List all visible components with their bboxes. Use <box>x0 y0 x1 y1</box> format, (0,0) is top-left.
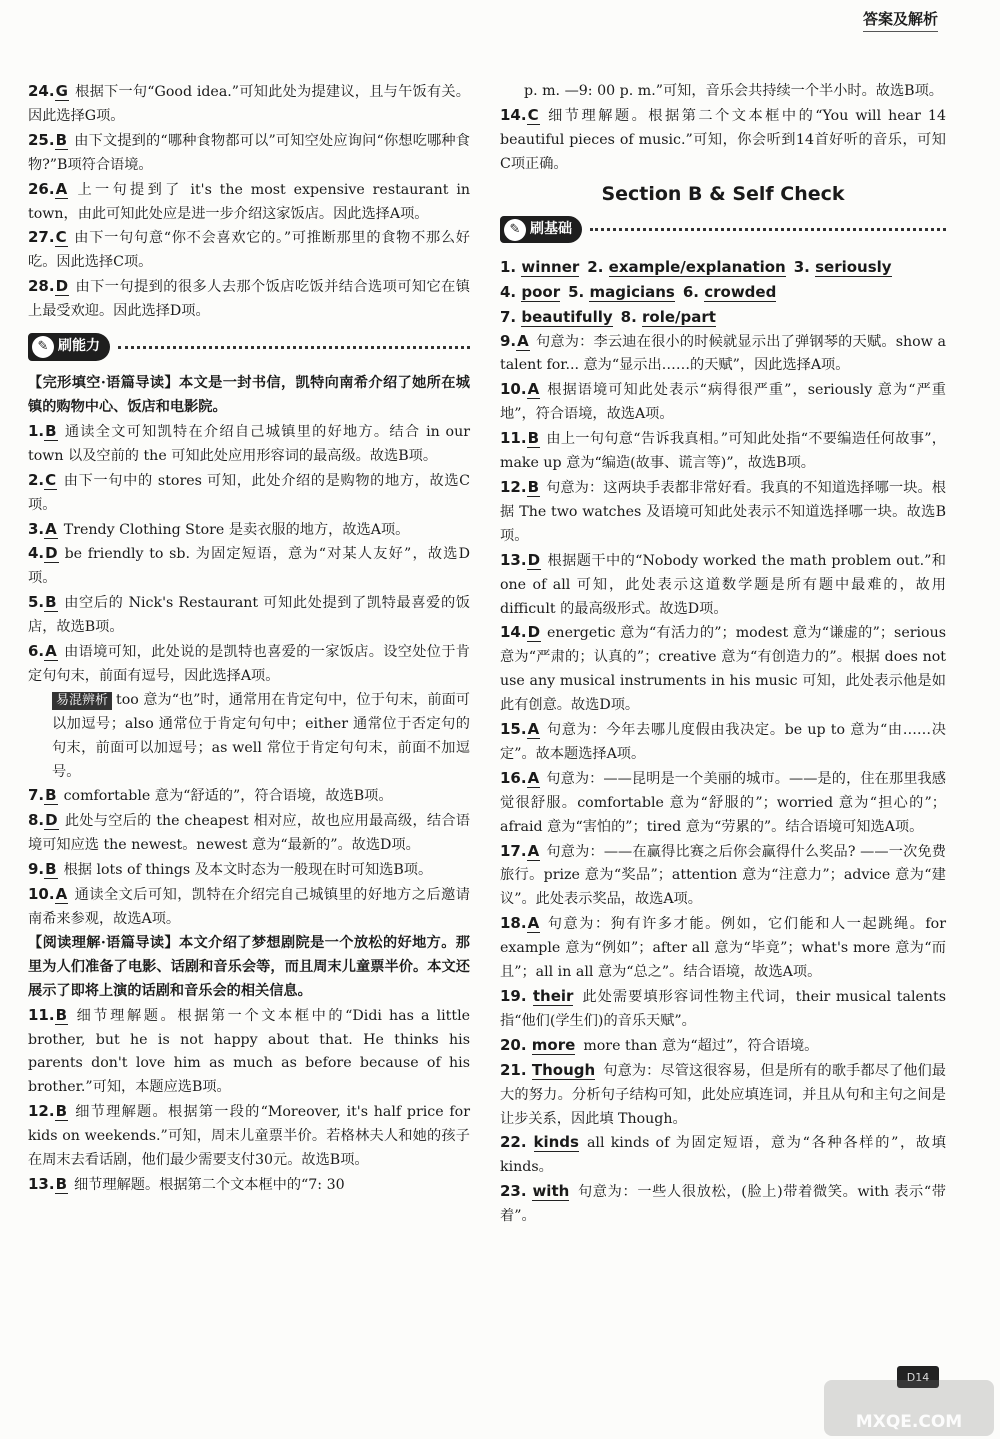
item-answer: C <box>55 228 67 247</box>
item-number: 16. <box>500 768 527 787</box>
answer-item <box>28 1173 470 1198</box>
answer-item <box>500 840 946 913</box>
item-explanation: 句意为：——在赢得比赛之后你会赢得什么奖品? ——一次免费旅行。prize 意为“奖品”；attention 意为“注意力”；advice 意为“建议”。此处表示奖品，故选A项。 <box>500 843 946 908</box>
item-explanation: all kinds of 为固定短语，意为“各种各样的”，故填 kinds。 <box>500 1135 946 1176</box>
item-explanation: 由下文提到的“哪种食物都可以”可知空处应询问“你想吃哪种食物?”B项符合语境。 <box>28 132 470 173</box>
item-number: 4. <box>28 544 45 563</box>
answer-item <box>28 542 470 591</box>
item-answer: D <box>45 811 58 830</box>
item-number: 2. <box>587 257 609 276</box>
item-number: 13. <box>500 550 527 569</box>
item-number: 7. <box>28 786 45 805</box>
pen-icon: ✎ <box>32 336 54 358</box>
item-number: 22. <box>500 1133 534 1152</box>
item-answer: A <box>527 914 540 933</box>
item-answer: A <box>45 519 57 538</box>
item-number: 6. <box>28 642 45 661</box>
item-explanation: 根据语境可知此处表示“病得很严重”，seriously 意为“严重地”，符合语境，故选A项。 <box>500 382 946 423</box>
item-answer: A <box>55 885 68 904</box>
item-answer: B <box>45 786 57 805</box>
item-number: 27. <box>28 228 55 247</box>
answer-item <box>500 912 946 985</box>
item-number: 24. <box>28 82 55 100</box>
item-number: 23. <box>500 1182 533 1201</box>
item-answer: B <box>45 860 57 879</box>
item-number: 6. <box>682 282 705 301</box>
item-explanation: 此处与空后的 the cheapest 相对应，故也应用最高级，结合语境可知应选 the newest。newest 意为“最新的”。故选D项。 <box>28 813 470 854</box>
item-number: 11. <box>28 1005 55 1024</box>
answer-item <box>500 378 946 427</box>
item-answer: C <box>527 105 539 124</box>
item-number: 3. <box>793 257 816 276</box>
item-number: 8. <box>620 307 643 326</box>
fill-row <box>500 255 946 280</box>
fill-answer: Though <box>531 1060 596 1079</box>
word-answer-item <box>500 1059 946 1132</box>
answer-item <box>28 80 470 129</box>
item-answer: G <box>55 82 68 100</box>
item-answer: A <box>55 179 68 198</box>
item-answer: C <box>45 470 57 489</box>
item-number: 7. <box>500 307 522 326</box>
item-answer: B <box>55 1174 68 1193</box>
answer-item <box>500 549 946 622</box>
item-answer: A <box>527 380 540 399</box>
item-number: 2. <box>28 470 45 489</box>
fill-answer: crowded <box>704 282 777 301</box>
answer-item <box>28 784 470 809</box>
item-explanation: 由下一句提到的很多人去那个饭店吃饭并结合选项可知它在镇上最受欢迎。因此选择D项。 <box>28 279 470 320</box>
item-explanation: 句意为：这两块手表都非常好看。我真的不知道选择哪一块。根据 The two watches 及语境可知此处表示不知道选择哪一块。故选B项。 <box>500 479 946 544</box>
answer-item <box>500 767 946 840</box>
item-explanation: 句意为：尽管这很容易，但是所有的歌手都尽了他们最大的努力。分析句子结构可知，此处应填连词，并且从句和主句之间是让步关系，因此填 Though。 <box>500 1062 946 1127</box>
item-explanation: Trendy Clothing Store 是卖衣服的地方，故选A项。 <box>63 521 410 538</box>
item-explanation: be friendly to sb. 为固定短语，意为“对某人友好”，故选D项。 <box>28 546 470 587</box>
item-explanation: comfortable 意为“舒适的”，符合语境，故选B项。 <box>63 788 393 805</box>
item-answer: D <box>527 550 541 569</box>
item-number: 5. <box>568 282 590 301</box>
answer-item <box>500 427 946 476</box>
word-answer-item <box>500 1131 946 1180</box>
item-number: 14. <box>500 105 527 124</box>
fill-answer: poor <box>521 282 561 301</box>
item-explanation: 由上一句句意“告诉我真相。”可知此处指“不要编造任何故事”，make up 意为“编造(故事、谎言等)”，故选B项。 <box>500 431 946 472</box>
fill-answer: with <box>532 1182 570 1201</box>
item-number: 5. <box>28 593 45 612</box>
item-answer: B <box>55 1005 68 1024</box>
fill-row <box>500 280 946 305</box>
item-answer: D <box>45 544 58 563</box>
item-number: 21. <box>500 1060 532 1079</box>
item-number: 1. <box>28 421 45 440</box>
item-answer: B <box>527 429 540 448</box>
page-header: 答案及解析 <box>863 8 938 32</box>
confusion-tag: 易混辨析 <box>52 692 112 710</box>
answer-item <box>28 858 470 883</box>
item-number: 8. <box>28 811 45 830</box>
item-number: 14. <box>500 623 527 642</box>
item-explanation: 通读全文后可知，凯特在介绍完自己城镇里的好地方之后邀请南希来参观，故选A项。 <box>28 887 470 927</box>
item-explanation: 细节理解题。根据第一段的“Moreover, it's half price for kids on weekends.”可知，周末儿童票半价。若格林夫人和她的孩子在周末去看话剧，他们最少需要支付30元。故选B项。 <box>28 1104 470 1169</box>
item-number: 9. <box>28 860 45 879</box>
item-explanation: more than 意为“超过”，符合语境。 <box>583 1037 819 1054</box>
word-answer-item <box>500 985 946 1034</box>
item-answer: B <box>527 477 540 496</box>
item-explanation: 通读全文可知凯特在介绍自己城镇里的好地方。结合 in our town 以及空前的 the 可知此处应用形容词的最高级。故选B项。 <box>28 423 470 464</box>
banner-basics: ✎ 刷基础 <box>500 215 946 245</box>
item-number: 17. <box>500 841 527 860</box>
fill-answer: kinds <box>533 1133 579 1152</box>
item-explanation: p. m. —9: 00 p. m.”可知，音乐会共持续一个半小时。故选B项。 <box>524 83 943 99</box>
confusion-note: 易混辨析 too 意为“也”时，通常用在肯定句中，位于句末，前面可以加逗号；also 通常位于肯定句句中；either 通常位于否定句的句末，前面可以加逗号；as well 常位于肯定句句末，前面不加逗号。 <box>52 691 470 780</box>
item-explanation: 由下一句句意“你不会喜欢它的。”可推断那里的食物不那么好吃。因此选择C项。 <box>28 230 470 271</box>
answer-item <box>500 80 946 104</box>
item-explanation: 句意为：李云迪在很小的时候就显示出了弹钢琴的天赋。show a talent for... 意为“显示出……的天赋”，因此选择A项。 <box>500 333 946 374</box>
item-number: 4. <box>500 282 522 301</box>
item-answer: B <box>45 593 57 612</box>
answer-item <box>28 129 470 178</box>
answer-item <box>28 178 470 227</box>
item-explanation: 根据题干中的“Nobody worked the math problem out.”和 one of all 可知，此处表示这道数学题是所有题中最难的，故用 difficult 的最高级形式。故选D项。 <box>500 552 946 617</box>
item-answer: B <box>55 1102 68 1121</box>
item-answer: D <box>527 623 541 642</box>
left-column <box>28 80 470 1198</box>
fill-answer: their <box>532 987 574 1005</box>
item-explanation: 根据下一句“Good idea.”可知此处为提建议，且与午饭有关。因此选择G项。 <box>28 84 470 124</box>
answer-item <box>28 640 470 689</box>
answer-item <box>28 469 470 518</box>
answer-item <box>28 1004 470 1101</box>
fill-answer: magicians <box>589 282 675 301</box>
item-explanation: 细节理解题。根据第二个文本框中的“You will hear 14 beautiful pieces of music.”可知，你会听到14首好听的音乐，可知C项正确。 <box>500 107 946 172</box>
fill-answer: example/explanation <box>608 257 786 276</box>
item-number: 13. <box>28 1174 55 1193</box>
item-number: 9. <box>500 331 517 350</box>
item-number: 18. <box>500 914 527 933</box>
item-explanation: 由下一句中的 stores 可知，此处介绍的是购物的地方，故选C项。 <box>28 472 470 513</box>
answer-item <box>28 1100 470 1173</box>
answer-item <box>500 330 946 379</box>
fill-answer: beautifully <box>521 307 613 326</box>
answer-item <box>28 591 470 640</box>
answer-item <box>28 226 470 275</box>
item-number: 20. <box>500 1035 532 1054</box>
fill-answer: more <box>531 1035 576 1054</box>
banner-ability: ✎ 刷能力 <box>28 332 470 362</box>
item-answer: B <box>55 130 68 149</box>
item-number: 28. <box>28 277 55 296</box>
word-answer-item <box>500 1180 946 1229</box>
right-column <box>500 80 946 1229</box>
item-explanation: 细节理解题。根据第一个文本框中的“Didi has a little brother, but he is not happy about that. He thinks his parents don't love him as much as before because of his brother.”可知，本题应选B项。 <box>28 1007 470 1096</box>
item-number: 10. <box>28 885 55 904</box>
item-explanation: 此处需要填形容词性物主代词，their musical talents 指“他们(学生们)的音乐天赋”。 <box>500 989 946 1029</box>
item-number: 10. <box>500 380 527 399</box>
item-number: 1. <box>500 257 522 276</box>
item-explanation: energetic 意为“有活力的”；modest 意为“谦虚的”；serious 意为“严肃的；认真的”；creative 意为“有创造力的”。根据 does not use any musical instruments in his music 可知，此处表示他是如此有创意。故选D项。 <box>500 625 946 714</box>
item-number: 11. <box>500 429 527 448</box>
pen-icon: ✎ <box>504 219 526 241</box>
answer-item <box>28 275 470 324</box>
answer-item <box>28 883 470 932</box>
item-answer: A <box>517 331 529 350</box>
answer-item <box>500 476 946 549</box>
section-title: Section B & Self Check <box>601 182 845 205</box>
item-answer: A <box>527 841 540 860</box>
answer-item <box>500 621 946 718</box>
fill-row <box>500 305 946 330</box>
answer-item <box>28 420 470 469</box>
item-explanation: 句意为：——昆明是一个美丽的城市。——是的，住在那里我感觉很舒服。comfortable 意为“舒服的”；worried 意为“担心的”；afraid 意为“害怕的”；tired 意为“劳累的”。结合语境可知选A项。 <box>500 770 946 835</box>
item-answer: D <box>55 277 69 296</box>
answer-item <box>28 518 470 543</box>
fill-answer: seriously <box>815 257 892 276</box>
item-answer: A <box>527 768 540 787</box>
reading-guide: 【阅读理解·语篇导读】本文介绍了梦想剧院是一个放松的好地方。那里为人们准备了电影、话剧和音乐会等，而且周末儿童票半价。本文还展示了即将上演的话剧和音乐会的相关信息。 <box>28 934 470 999</box>
watermark: MXQE.COM <box>824 1380 994 1436</box>
item-number: 19. <box>500 987 533 1005</box>
answer-item <box>500 718 946 767</box>
item-explanation: 由语境可知，此处说的是凯特也喜爱的一家饭店。设空处位于肯定句句末，前面有逗号，因此选择A项。 <box>28 644 470 684</box>
item-explanation: 根据 lots of things 及本文时态为一般现在时可知选B项。 <box>63 862 433 879</box>
fill-answer: role/part <box>642 307 716 326</box>
answer-item <box>28 809 470 858</box>
item-number: 25. <box>28 130 55 149</box>
word-answer-item <box>500 1034 946 1059</box>
item-explanation: 句意为：狗有许多才能。例如，它们能和人一起跳绳。for example 意为“例如”；after all 意为“毕竟”；what's more 意为“而且”；all in all 意为“总之”。结合语境，故选A项。 <box>500 916 946 981</box>
item-explanation: 句意为：今年去哪儿度假由我决定。be up to 意为“由……决定”。故本题选择A项。 <box>500 722 946 762</box>
item-answer: A <box>45 642 57 661</box>
cloze-guide: 【完形填空·语篇导读】本文是一封书信，凯特向南希介绍了她所在城镇的购物中心、饭店和电影院。 <box>28 375 470 415</box>
item-number: 15. <box>500 720 527 739</box>
item-number: 12. <box>28 1102 55 1121</box>
item-explanation: 细节理解题。根据第二个文本框中的“7: 30 <box>74 1176 345 1193</box>
item-number: 12. <box>500 477 527 496</box>
item-explanation: 上一句提到了 it's the most expensive restaurant in town，由此可知此处应是进一步介绍这家饭店。因此选择A项。 <box>28 181 470 222</box>
item-explanation: 句意为：一些人很放松，(脸上)带着微笑。with 表示“带着”。 <box>500 1184 946 1225</box>
page-number: D14 <box>897 1366 939 1388</box>
item-answer: B <box>45 421 57 440</box>
item-number: 3. <box>28 519 45 538</box>
answer-item <box>500 104 946 177</box>
item-number: 26. <box>28 179 55 198</box>
item-explanation: 由空后的 Nick's Restaurant 可知此处提到了凯特最喜爱的饭店，故选B项。 <box>28 595 470 636</box>
fill-answer: winner <box>521 257 580 276</box>
item-answer: A <box>527 720 540 739</box>
